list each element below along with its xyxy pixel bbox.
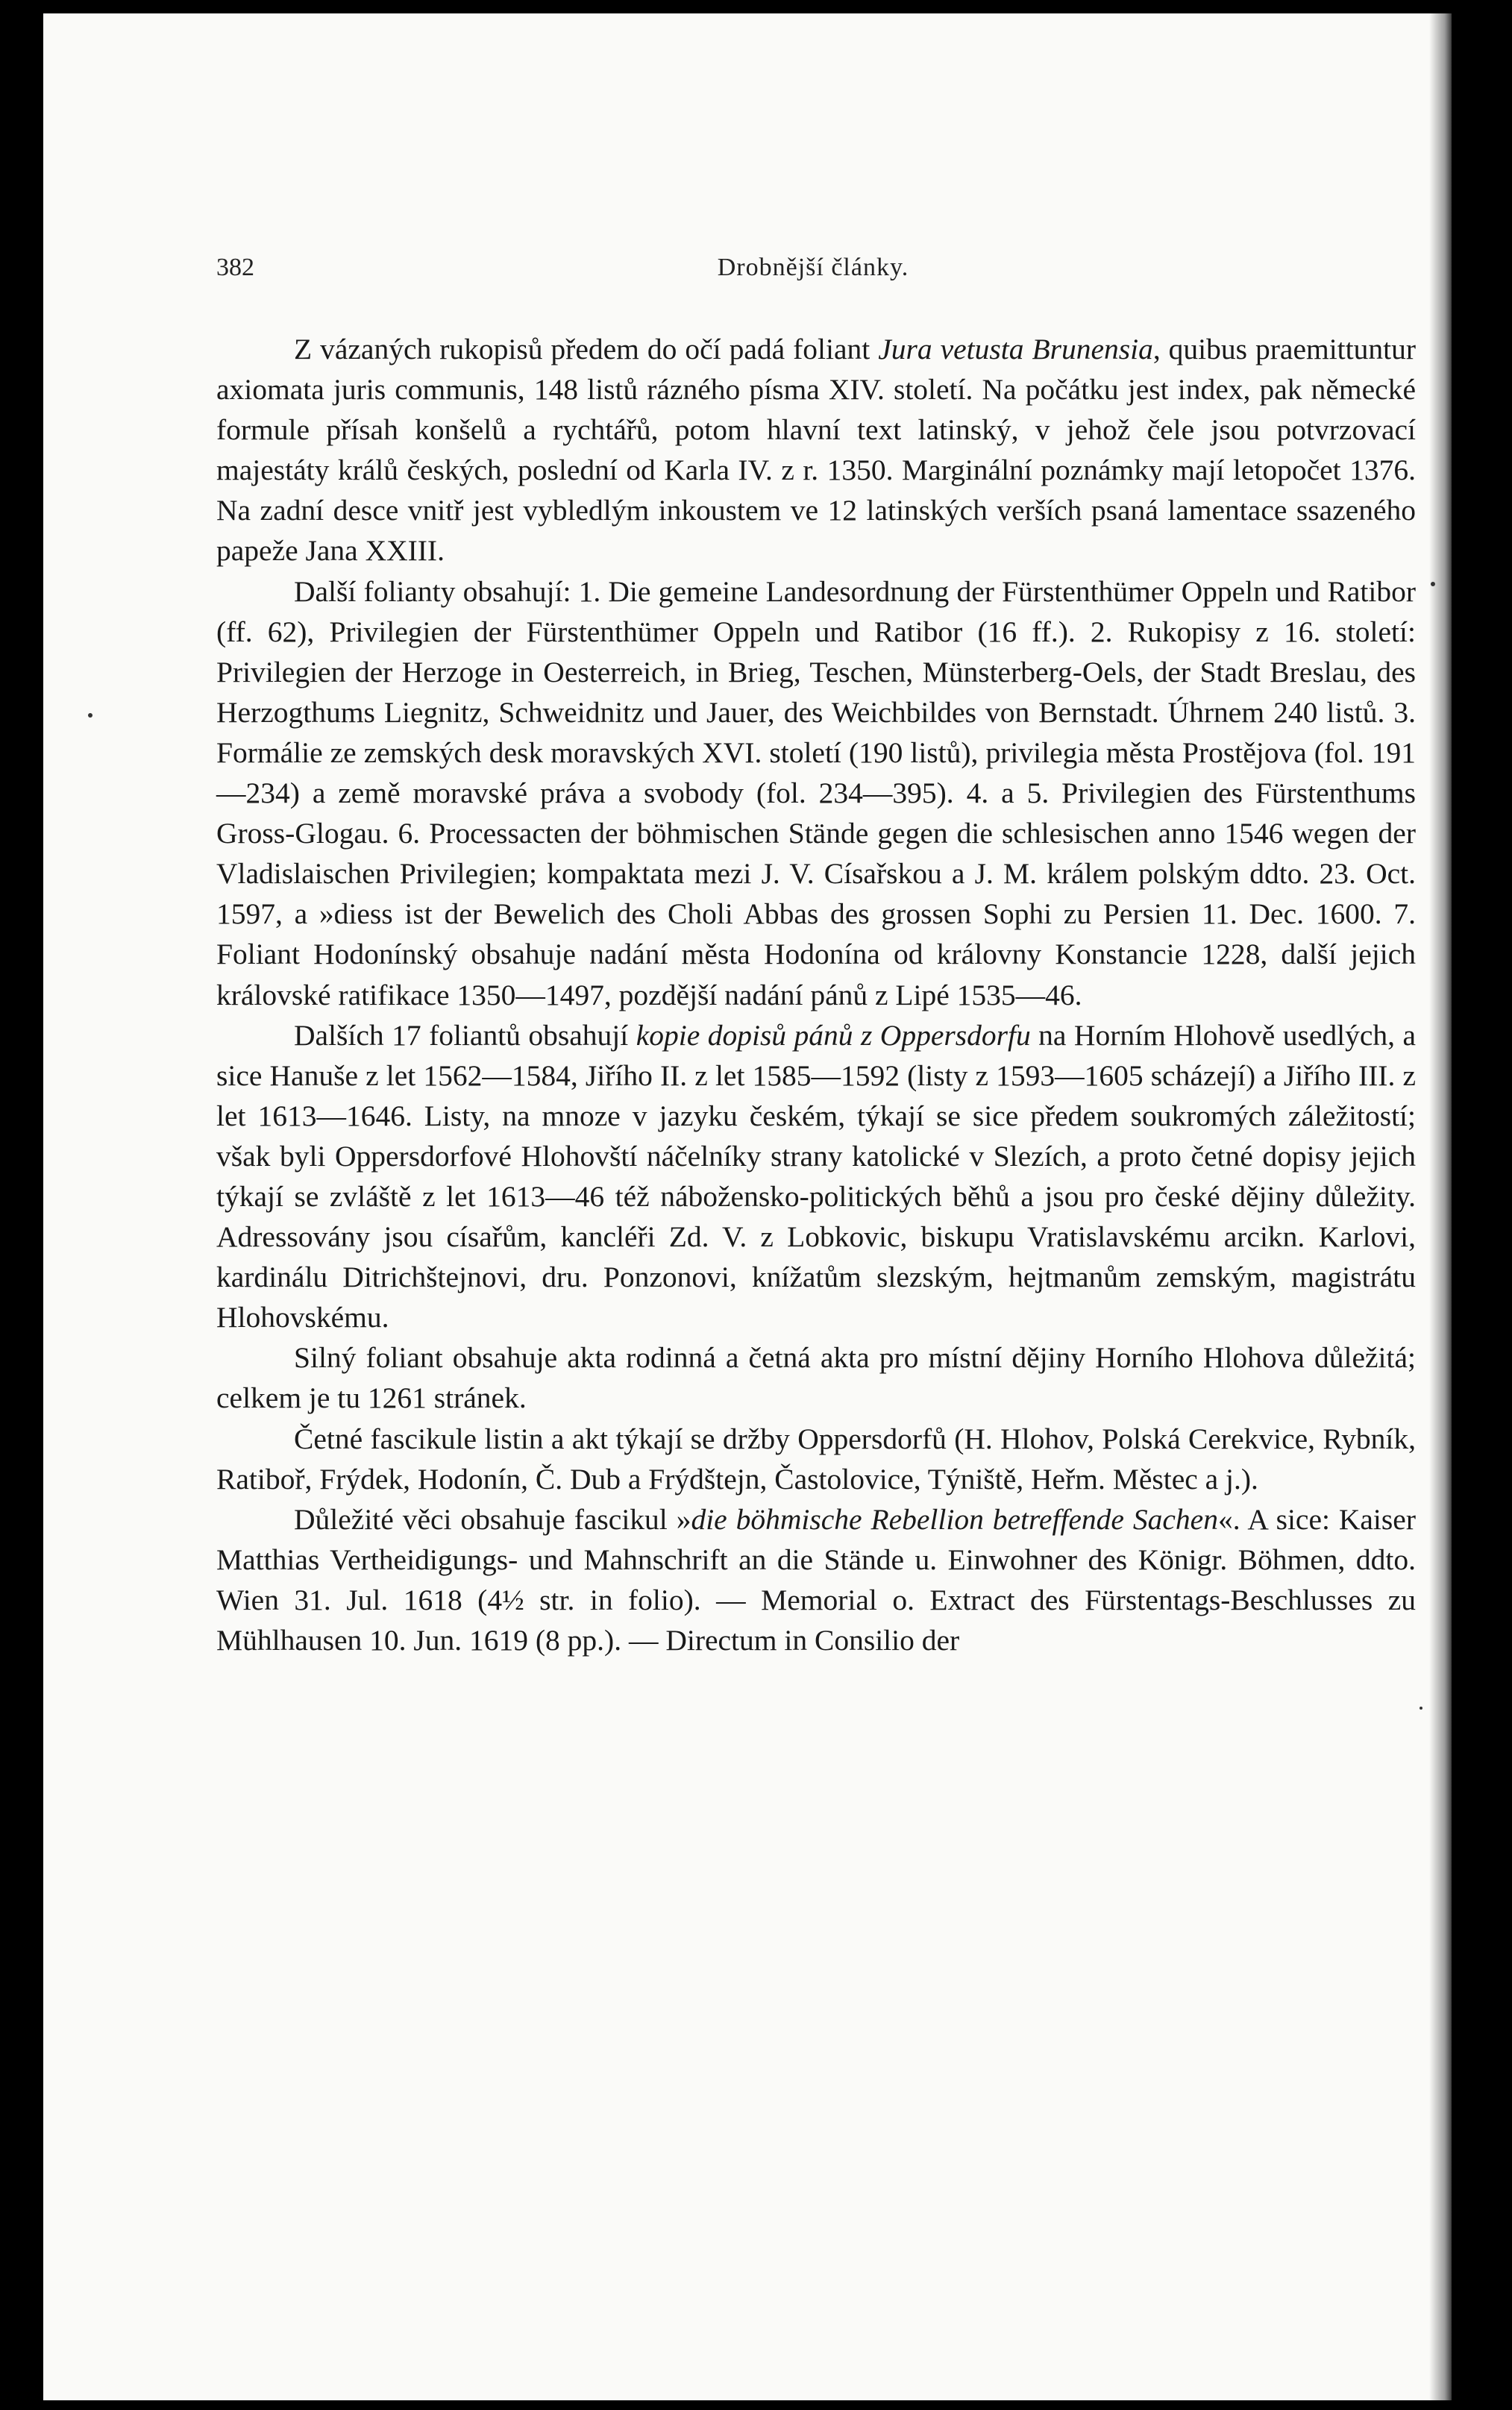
paragraph: [216, 1015, 1416, 1338]
text-run: Četné fascikule listin a akt týkají se držby Oppersdorfů (H. Hlohov, Polská Cerekvice, Rybník, Ratiboř, Frýdek, Hodonín, Č. Dub a Frýdštejn, Častolovice, Týniště, Heřm. Městec a j.).: [216, 1422, 1416, 1496]
scan-speck: [1431, 582, 1435, 586]
running-head: Drobnější články.: [717, 254, 909, 281]
text-run: Další folianty obsahují: 1. Die gemeine Landesordnung der Fürstenthümer Oppeln und Ratibor (ff. 62), Privilegien der Fürstenthümer Oppeln und Ratibor (16 ff.). 2. Rukopisy z 16. století: Privilegien der Herzoge in Oesterreich, in Brieg, Teschen, Münsterberg-Oels, der Stadt Breslau, des Herzogthums Liegnitz, Schweidnitz und Jauer, des Weichbildes von Bernstadt. Úhrnem 240 listů. 3. Formálie ze zemských desk moravských XVI. století (190 listů), privilegia města Prostějova (fol. 191—234) a země moravské práva a svobody (fol. 234—395). 4. a 5. Privilegien des Fürstenthums Gross-Glogau. 6. Processacten der böhmischen Stände gegen die schlesischen anno 1546 wegen der Vladislaischen Privilegien; kompaktata mezi J. V. Císařskou a J. M. králem polským ddto. 23. Oct. 1597, a »diess ist der Bewelich des Choli Abbas des grossen Sophi zu Persien 11. Dec. 1600. 7. Foliant Hodonínský obsahuje nadání města Hodonína od královny Konstancie 1228, další jejich královské ratifikace 1350—1497, pozdější nadání pánů z Lipé 1535—46.: [216, 574, 1416, 1011]
paragraph: [216, 571, 1416, 1015]
scan-speck: [88, 713, 92, 718]
text-run: «. A sice: Kaiser Matthias Vertheidigungs- und Mahnschrift an die Stände u. Einwohner des Königr. Böhmen, ddto. Wien 31. Jul. 1618 (4½ str. in folio). — Memorial o. Extract des Fürstentags-Beschlusses zu Mühlhausen 10. Jun. 1619 (8 pp.). — Directum in Consilio der: [216, 1502, 1416, 1657]
page-header: [216, 254, 1410, 291]
text-run: Důležité věci obsahuje fascikul »: [294, 1502, 691, 1536]
page-edge-shadow: [1429, 13, 1452, 2400]
body-text: [216, 329, 1416, 1660]
paragraph: [216, 1337, 1416, 1418]
text-run: Dalších 17 foliantů obsahují: [294, 1018, 636, 1052]
paragraph: [216, 1419, 1416, 1499]
text-run: Silný foliant obsahuje akta rodinná a četná akta pro místní dějiny Horního Hlohova důležitá; celkem je tu 1261 stránek.: [216, 1341, 1416, 1415]
text-run: na Horním Hlohově usedlých, a sice Hanuše z let 1562—1584, Jiřího II. z let 1585—1592 (listy z 1593—1605 scházejí) a Jiřího III. z let 1613—1646. Listy, na mnoze v jazyku českém, týkají se sice předem soukromých záležitostí; však byli Oppersdorfové Hlohovští náčelníky strany katolické v Slezích, a proto četné dopisy jejich týkají se zvláště z let 1613—46 též nábožensko-politických běhů a jsou pro české dějiny důležity. Adressovány jsou císařům, kancléři Zd. V. z Lobkovic, biskupu Vratislavskému arcikn. Karlovi, kardinálu Ditrichštejnovi, dru. Ponzonovi, knížatům slezským, hejtmanům zemským, magistrátu Hlohovskému.: [216, 1018, 1417, 1334]
paragraph: [216, 329, 1416, 571]
page-number: 382: [216, 254, 254, 281]
text-run: Z vázaných rukopisů předem do očí padá foliant: [294, 333, 879, 365]
italic-title: kopie dopisů pánů z Oppersdorfu: [636, 1018, 1031, 1052]
italic-title: die böhmische Rebellion betreffende Sachen: [691, 1502, 1218, 1536]
paragraph: [216, 1499, 1416, 1660]
scan-speck: [1420, 1707, 1422, 1710]
text-run: , quibus praemittuntur axiomata juris communis, 148 listů rázného písma XIV. století. Na počátku jest index, pak německé formule přísah konšelů a rychtářů, potom hlavní text latinský, v jehož čele jsou potvrzovací majestáty králů českých, poslední od Karla IV. z r. 1350. Marginální poznámky mají letopočet 1376. Na zadní desce vnitř jest vybledlým inkoustem ve 12 latinských verších psaná lamentace ssazeného papeže Jana XXIII.: [216, 333, 1416, 568]
italic-title: Jura vetusta Brunensia: [878, 333, 1153, 365]
scanned-page: [43, 13, 1452, 2400]
